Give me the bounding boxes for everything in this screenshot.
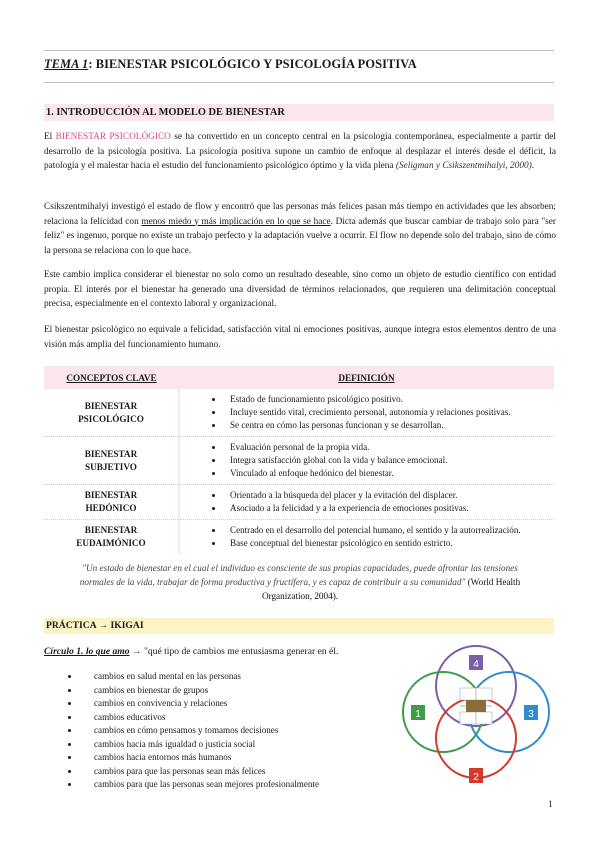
concept-key-line: HEDÓNICO (85, 503, 137, 513)
concept-definition (179, 389, 554, 437)
definition-item: • Integra satisfacción global con la vida y balance emocional. (224, 454, 554, 467)
concept-key-line: BIENESTAR (84, 490, 138, 500)
list-item: • cambios hacia más igualdad o justicia social (80, 738, 319, 752)
title-separator: : (88, 57, 93, 71)
definition-item: • Evaluación personal de la propia vida. (224, 441, 554, 454)
concept-key-line: BIENESTAR (84, 400, 138, 411)
changes-list (44, 670, 319, 792)
concept-key (44, 520, 179, 555)
concept-key-line: BIENESTAR (84, 525, 138, 535)
venn-label-left: 1 (415, 709, 421, 720)
concept-key-line: SUBJETIVO (85, 461, 137, 472)
table-row (44, 520, 554, 555)
paragraph-4: El bienestar psicológico no equivale a felicidad, satisfacción vital ni emociones positivas, aunque integra estos elementos dentro de una visión más amplia del funcionamiento humano. (44, 325, 556, 350)
who-quote (70, 561, 530, 603)
definition-item: • Vinculado al enfoque hedónico del bienestar. (224, 467, 554, 480)
table-header-concepts: CONCEPTOS CLAVE (44, 366, 179, 389)
venn-center-cell (460, 712, 476, 724)
p1-text-b: se ha convertido en un concepto central en la psicología contemporánea, especialmente a partir del desarrollo de la psicología positiva. La psicología positiva supone un cambio de enfoque al desplazar el interés desde el déficit, la patología y el malestar hacia el estudio del funcionamiento psicológico óptimo y la vida plena (44, 132, 556, 171)
circle-1-heading (44, 646, 338, 657)
concept-key (44, 437, 179, 485)
list-item: • cambios en salud mental en las personas (80, 670, 319, 684)
p2-text-b: . Dicta además que buscar cambiar de trabajo solo para "ser feliz" es ingenuo, porque no existe un trabajo perfecto y la adaptación vuelve a ocurrir. El flow no depende solo del trabajo, sino de cómo la persona se relaciona con lo que hace. (44, 216, 556, 256)
definition-item: • Estado de funcionamiento psicológico positivo. (224, 393, 554, 406)
concept-key-line: EUDAIMÓNICO (76, 538, 146, 548)
circle-1-label: Círculo 1. lo que amo (44, 646, 130, 657)
definition-item: • Incluye sentido vital, crecimiento personal, autonomía y relaciones positivas. (224, 406, 554, 419)
table-header-definition: DEFINICIÓN (179, 366, 554, 389)
table-row (44, 437, 554, 485)
concept-key (44, 485, 179, 520)
ikigai-venn-diagram (398, 640, 558, 788)
top-rule (44, 50, 554, 51)
table-row (44, 389, 554, 437)
list-item: • cambios en cómo pensamos y tomamos decisiones (80, 724, 319, 738)
quote-source: (World Health Organization, 2004). (261, 577, 521, 601)
concept-key-line: BIENESTAR (84, 448, 138, 459)
concept-definition (179, 520, 554, 555)
list-item: • cambios para que las personas sean más felices (80, 765, 319, 779)
quote-text: "Un estado de bienestar en el cual el individuo es consciente de sus propias capacidades, puede afrontar las tensiones normales de la vida, trabajar de forma productiva y fructífera, y es capaz de contribuir a su comunidad" (79, 563, 518, 587)
definition-item: • Orientado a la búsqueda del placer y la evitación del displacer. (224, 489, 554, 502)
venn-center-cell (460, 688, 476, 700)
definition-item: • Centrado en el desarrollo del potencial humano, el sentido y la autorrealización. (224, 524, 554, 537)
p1-text-c: . (531, 161, 535, 171)
arrow-glyph: → (129, 646, 144, 657)
venn-center-cell (476, 712, 492, 724)
list-item: • cambios para que las personas sean mejores profesionalmente (80, 778, 319, 792)
paragraph-2 (44, 200, 556, 258)
page-title (44, 57, 417, 72)
concept-definition (179, 437, 554, 485)
section-heading: 1. INTRODUCCIÓN AL MODELO DE BIENESTAR (44, 104, 554, 121)
concept-key (44, 389, 179, 437)
list-item: • cambios educativos (80, 711, 319, 725)
p2-text-a: Csikszentmihalyi investigó el estado de flow y encontró que las personas más felices pasan más tiempo en actividades que les absorben; relaciona la felicidad con (44, 202, 556, 227)
venn-label-bottom: 2 (473, 772, 479, 783)
venn-center-square (466, 700, 486, 712)
venn-label-right: 3 (528, 709, 534, 720)
list-item: • cambios en convivencia y relaciones (80, 697, 319, 711)
table-row (44, 485, 554, 520)
venn-center-cell (476, 688, 492, 700)
concepts-table (44, 366, 554, 554)
p1-highlight: BIENESTAR PSICOLÓGICO (55, 132, 171, 142)
venn-label-top: 4 (473, 659, 479, 670)
page-number: 1 (548, 800, 553, 810)
list-item: • cambios en bienestar de grupos (80, 684, 319, 698)
paragraph-3: Este cambio implica considerar el bienestar no solo como un resultado deseable, sino como un objeto de estudio científico con entidad propia. El interés por el bienestar ha generado una diversidad de términos relacionados, que requieren una delimitación conceptual precisa, especialmente en el contexto laboral y organizacional. (44, 270, 556, 309)
definition-item: • Asociado a la felicidad y a la experiencia de emociones positivas. (224, 502, 554, 515)
concept-key-line: PSICOLÓGICO (78, 413, 144, 424)
title-number: TEMA 1 (44, 57, 89, 71)
practice-heading: PRÁCTICA → IKIGAI (44, 618, 554, 634)
p1-text-a: El (44, 132, 56, 142)
title-rule (44, 82, 554, 83)
p1-citation: (Seligman y Csikszentmihalyi, 2000) (395, 161, 532, 171)
title-text: BIENESTAR PSICOLÓGICO Y PSICOLOGÍA POSITIVA (92, 57, 417, 71)
table-header-row (44, 366, 554, 389)
definition-item: • Base conceptual del bienestar psicológico en sentido estricto. (224, 537, 554, 550)
definition-item: • Se centra en cómo las personas funcionan y se desarrollan. (224, 419, 554, 432)
paragraph-1 (44, 130, 556, 174)
list-item: • cambios hacia entornos más humanos (80, 751, 319, 765)
concept-definition (179, 485, 554, 520)
circle-1-text: "qué tipo de cambios me entusiasma generar en él. (143, 646, 339, 657)
p2-underlined: menos miedo y más implicación en lo que se hace (141, 216, 331, 227)
